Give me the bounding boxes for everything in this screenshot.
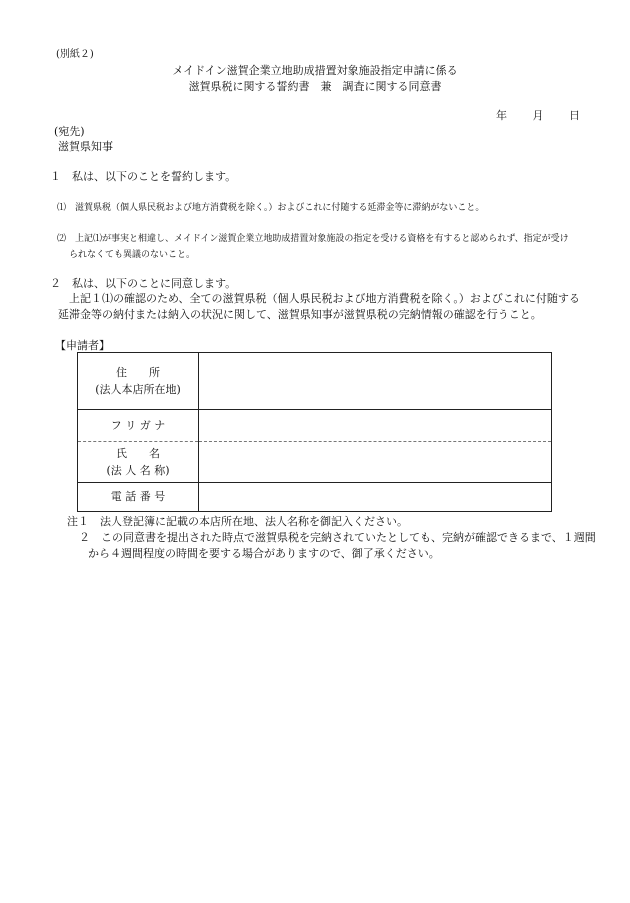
- address-row: [78, 353, 552, 410]
- phone-field[interactable]: [199, 483, 552, 512]
- date-year: 年: [496, 109, 507, 122]
- section-2-line-1: 上記１⑴の確認のため、全ての滋賀県税（個人県民税および地方消費税を除く。）およびこれに付随する: [69, 292, 580, 305]
- furigana-label: フ リ ガ ナ: [78, 410, 199, 442]
- date-day: 日: [569, 109, 580, 122]
- addressee-label: (宛先): [54, 125, 85, 138]
- name-row: [78, 442, 552, 483]
- applicant-table: [77, 352, 552, 512]
- date-line: [496, 109, 580, 122]
- address-label: 住 所: [116, 365, 160, 379]
- address-label-cell: [78, 353, 199, 410]
- note-1: 注１ 法人登記簿に記載の本店所在地、法人名称を御記入ください。: [67, 515, 408, 528]
- section-1-item-2-line-1: ⑵ 上記⑴が事実と相違し、メイドイン滋賀企業立地助成措置対象施設の指定を受ける資格を有すると認められず、指定が受け: [57, 234, 569, 244]
- phone-row: [78, 483, 552, 512]
- section-2-heading: ２ 私は、以下のことに同意します。: [50, 277, 237, 290]
- address-sublabel: (法人本店所在地): [95, 383, 181, 396]
- name-label: 氏 名: [116, 446, 160, 460]
- name-sublabel: (法 人 名 称): [106, 464, 170, 477]
- document-title-line-2: 滋賀県税に関する誓約書 兼 調査に関する同意書: [188, 80, 442, 93]
- furigana-field[interactable]: [199, 410, 552, 442]
- name-field[interactable]: [199, 442, 552, 483]
- section-2-line-2: 延滞金等の納付または納入の状況に関して、滋賀県知事が滋賀県税の完納情報の確認を行うこと。: [58, 308, 542, 321]
- furigana-row: [78, 410, 552, 442]
- date-month: 月: [532, 109, 544, 122]
- addressee: 滋賀県知事: [58, 140, 113, 153]
- section-1-heading: １ 私は、以下のことを誓約します。: [50, 170, 237, 183]
- section-1-item-1: ⑴ 滋賀県税（個人県民税および地方消費税を除く。）およびこれに付随する延滞金等に滞納がないこと。: [57, 203, 485, 213]
- address-field[interactable]: [199, 353, 552, 410]
- document-title-line-1: メイドイン滋賀企業立地助成措置対象施設指定申請に係る: [172, 64, 458, 77]
- phone-label: 電 話 番 号: [78, 483, 199, 512]
- note-2-line-2: から４週間程度の時間を要する場合がありますので、御了承ください。: [88, 547, 440, 560]
- section-1-item-2-line-2: られなくても異議のないこと。: [69, 250, 196, 260]
- attachment-label: (別紙２): [56, 49, 94, 60]
- note-2-line-1: ２ この同意書を提出された時点で滋賀県税を完納されていたとしても、完納が確認できるまで、１週間: [79, 531, 596, 544]
- applicant-heading: 【申請者】: [55, 339, 110, 352]
- name-label-cell: [78, 442, 199, 483]
